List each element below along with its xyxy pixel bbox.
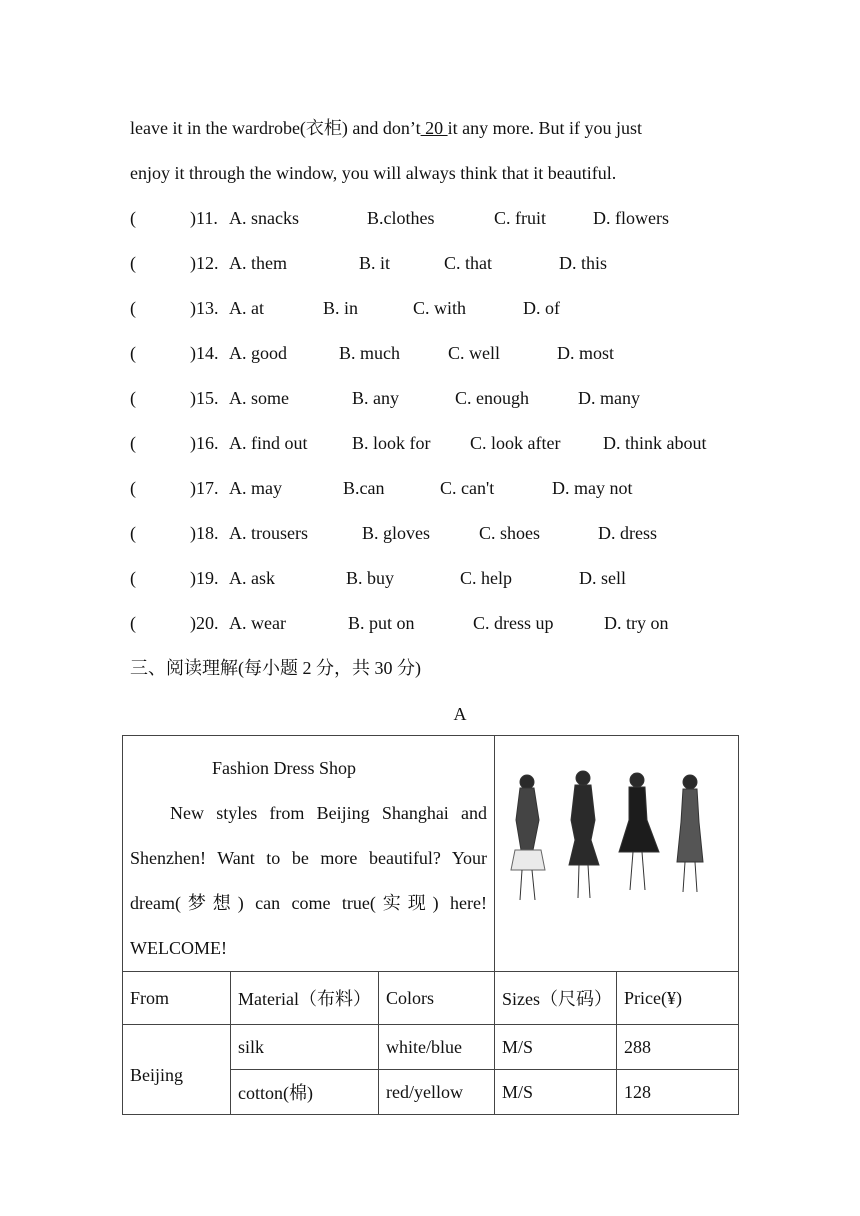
question-row	[130, 566, 830, 590]
cell-price: 288	[617, 1025, 739, 1070]
option-c: C. that	[444, 253, 492, 273]
option-d: D. sell	[579, 568, 626, 588]
question-number: ( )18.	[130, 523, 219, 543]
option-d: D. think about	[603, 433, 707, 453]
header-from: From	[123, 972, 231, 1025]
option-b: B. buy	[346, 568, 395, 588]
cell-material: cotton(棉)	[231, 1070, 379, 1115]
cell-sizes: M/S	[495, 1070, 617, 1115]
question-number: ( )17.	[130, 478, 219, 498]
option-a: A. ask	[229, 568, 275, 588]
passage-line-2: enjoy it through the window, you will always think that it beautiful.	[130, 163, 617, 183]
part-label: A	[453, 704, 467, 724]
option-a: A. may	[229, 478, 282, 498]
option-d: D. most	[557, 343, 615, 363]
question-row	[130, 206, 830, 230]
option-a: A. some	[229, 388, 289, 408]
question-number: ( )20.	[130, 613, 219, 633]
question-number: ( )16.	[130, 433, 219, 453]
option-b: B. in	[323, 298, 359, 318]
option-c: C. well	[448, 343, 500, 363]
header-sizes: Sizes（尺码）	[495, 972, 617, 1025]
option-c: C. with	[413, 298, 467, 318]
option-c: C. dress up	[473, 613, 554, 633]
section-title: 三、阅读理解(每小题 2 分，共 30 分)	[130, 658, 421, 678]
option-a: A. them	[229, 253, 287, 273]
cell-colors: red/yellow	[379, 1070, 495, 1115]
question-row	[130, 431, 830, 455]
question-number: ( )12.	[130, 253, 219, 273]
option-b: B.clothes	[367, 208, 435, 228]
question-row	[130, 251, 830, 275]
fashion-models-image	[495, 736, 739, 972]
option-d: D. this	[559, 253, 608, 273]
option-b: B. put on	[348, 613, 415, 633]
question-number: ( )14.	[130, 343, 219, 363]
option-a: A. trousers	[229, 523, 308, 543]
option-a: A. good	[229, 343, 287, 363]
option-a: A. snacks	[229, 208, 299, 228]
question-row	[130, 611, 830, 635]
question-number: ( )15.	[130, 388, 219, 408]
option-a: A. find out	[229, 433, 308, 453]
option-b: B. much	[339, 343, 400, 363]
option-d: D. dress	[598, 523, 657, 543]
option-b: B. gloves	[362, 523, 431, 543]
option-c: C. help	[460, 568, 512, 588]
option-c: C. can't	[440, 478, 495, 498]
option-c: C. look after	[470, 433, 561, 453]
cell-colors: white/blue	[379, 1025, 495, 1070]
option-b: B.can	[343, 478, 385, 498]
question-row	[130, 296, 830, 320]
header-price: Price(¥)	[617, 972, 739, 1025]
question-row	[130, 521, 830, 545]
question-row	[130, 386, 830, 410]
fashion-ad-table	[122, 735, 739, 1115]
option-b: B. it	[359, 253, 391, 273]
option-d: D. of	[523, 298, 560, 318]
option-a: A. wear	[229, 613, 286, 633]
option-d: D. many	[578, 388, 640, 408]
question-row	[130, 341, 830, 365]
cell-price: 128	[617, 1070, 739, 1115]
question-number: ( )13.	[130, 298, 219, 318]
blank-20: 20	[420, 118, 448, 138]
option-c: C. fruit	[494, 208, 546, 228]
option-b: B. any	[352, 388, 399, 408]
question-number: ( )11.	[130, 208, 218, 228]
question-row	[130, 476, 830, 500]
option-c: C. enough	[455, 388, 529, 408]
cell-sizes: M/S	[495, 1025, 617, 1070]
option-c: C. shoes	[479, 523, 541, 543]
option-b: B. look for	[352, 433, 431, 453]
option-d: D. flowers	[593, 208, 669, 228]
option-d: D. may not	[552, 478, 633, 498]
cell-material: silk	[231, 1025, 379, 1070]
cell-from-beijing: Beijing	[123, 1025, 231, 1115]
option-d: D. try on	[604, 613, 669, 633]
header-material: Material（布料）	[231, 972, 379, 1025]
ad-intro-cell	[123, 736, 495, 972]
ad-body: New styles from Beijing Shanghai and Shenzhen! Want to be more beautiful? Your dream(梦想) can come true(实现) here! WELCOME!	[130, 803, 488, 958]
question-number: ( )19.	[130, 568, 219, 588]
passage-line-1: leave it in the wardrobe(衣柜) and don’t 20 it any more. But if you just	[130, 118, 643, 138]
option-a: A. at	[229, 298, 264, 318]
ad-title: Fashion Dress Shop	[212, 758, 357, 778]
header-colors: Colors	[379, 972, 495, 1025]
